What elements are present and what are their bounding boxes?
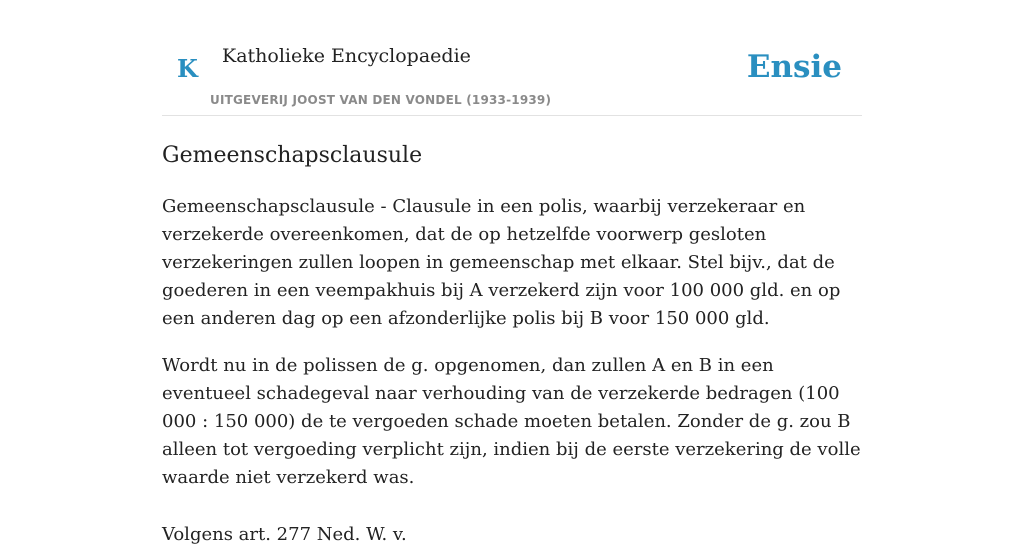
article-paragraph: Volgens art. 277 Ned. W. v. (162, 524, 407, 545)
site-header (162, 0, 862, 116)
brand-logo[interactable]: Ensie (746, 49, 842, 85)
page (162, 0, 862, 549)
site-subtitle: UITGEVERIJ JOOST VAN DEN VONDEL (1933-1939) (210, 93, 552, 107)
article-title: Gemeenschapsclausule (162, 143, 423, 168)
site-logo[interactable]: K (177, 54, 198, 83)
article-paragraph: Wordt nu in de polissen de g. opgenomen, dan zullen A en B in een eventueel schadegeval naar verhouding van de verzekerde bedragen (100 000 : 150 000) de te vergoeden schade moeten betalen. Zonder de g. zou B alleen tot vergoeding verplicht zijn, indien bij de eerste verzekering de volle waarde niet verzekerd was. (162, 355, 861, 488)
site-title[interactable]: Katholieke Encyclopaedie (222, 45, 471, 67)
article-paragraph: Gemeenschapsclausule - Clausule in een polis, waarbij verzekeraar en verzekerde overeenkomen, dat de op hetzelfde voorwerp gesloten verzekeringen zullen loopen in gemeenschap met elkaar. Stel bijv., dat de goederen in een veempakhuis bij A verzekerd zijn voor 100 000 gld. en op een anderen dag op een afzonderlijke polis bij B voor 150 000 gld. (162, 196, 841, 329)
article (162, 142, 862, 549)
